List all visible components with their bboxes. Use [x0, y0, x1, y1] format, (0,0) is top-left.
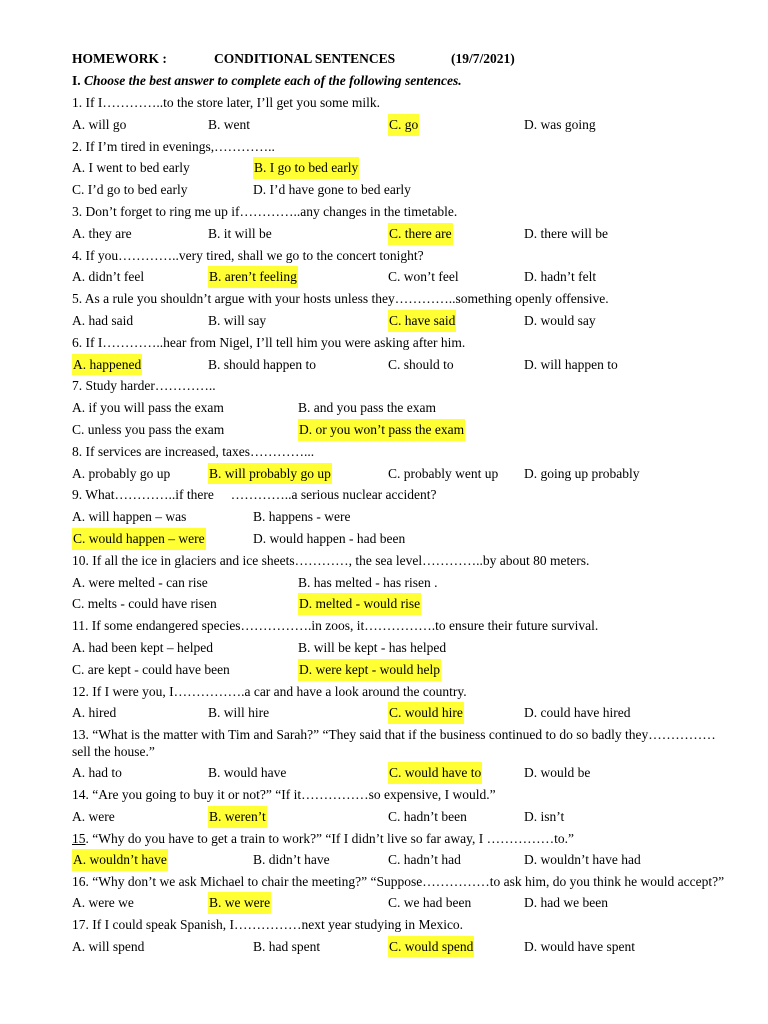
question-text: 10. If all the ice in glaciers and ice sheets…………, the sea level…………..by about 80 meters.	[72, 552, 590, 568]
option-c[interactable]: C. should to	[388, 356, 454, 372]
option-a[interactable]: A. probably go up	[72, 465, 171, 481]
worksheet-date: (19/7/2021)	[451, 51, 515, 66]
option-a[interactable]: A. will go	[72, 116, 127, 132]
option-b[interactable]: B. should happen to	[208, 356, 316, 372]
options-row	[72, 892, 732, 914]
question-text: 3. Don’t forget to ring me up if…………..any changes in the timetable.	[72, 203, 458, 219]
option-c[interactable]: C. I’d go to bed early	[72, 182, 188, 198]
option-c[interactable]: C. probably went up	[388, 465, 499, 481]
question-6	[72, 332, 732, 376]
options-row	[72, 659, 732, 681]
question-text: 2. If I’m tired in evenings,…………..	[72, 138, 275, 154]
options-row	[72, 936, 732, 958]
options-row	[72, 397, 732, 419]
question-text: 14. “Are you going to buy it or not?” “If it……………so expensive, I would.”	[72, 786, 496, 802]
option-d[interactable]: D. going up probably	[524, 465, 640, 481]
option-c[interactable]: C. go	[388, 114, 419, 136]
question-13	[72, 724, 732, 784]
option-a[interactable]: A. hired	[72, 705, 117, 721]
question-text	[72, 828, 732, 850]
question-number: 15	[72, 830, 86, 846]
option-b[interactable]: B. weren’t	[208, 806, 267, 828]
options-row	[72, 702, 732, 724]
option-a[interactable]: A. were we	[72, 895, 134, 911]
question-text: 11. If some endangered species…………….in zoos, it…………….to ensure their future survival.	[72, 618, 599, 634]
options-row	[72, 419, 732, 441]
option-a[interactable]: A. had to	[72, 765, 122, 781]
option-b[interactable]: B. would have	[208, 765, 287, 781]
options-row	[72, 572, 732, 594]
option-c[interactable]: C. won’t feel	[388, 269, 459, 285]
question-15	[72, 828, 732, 872]
option-d[interactable]: D. isn’t	[524, 808, 565, 824]
worksheet-title: CONDITIONAL SENTENCES	[214, 51, 396, 66]
options-row	[72, 506, 732, 528]
options-row	[72, 463, 732, 485]
option-c[interactable]: C. unless you pass the exam	[72, 421, 225, 437]
options-row	[72, 179, 732, 201]
options-row	[72, 637, 732, 659]
worksheet-header	[72, 48, 732, 70]
question-8	[72, 441, 732, 485]
question-text: 9. What…………..if there …………..a serious nuclear accident?	[72, 487, 437, 503]
question-1	[72, 92, 732, 136]
section-number: I.	[72, 73, 81, 88]
option-d[interactable]: D. had we been	[524, 895, 608, 911]
option-d[interactable]: D. will happen to	[524, 356, 618, 372]
option-c[interactable]: C. have said	[388, 310, 456, 332]
options-row	[72, 223, 732, 245]
option-c[interactable]: C. would spend	[388, 936, 474, 958]
options-row	[72, 114, 732, 136]
option-d[interactable]: D. was going	[524, 116, 596, 132]
options-row	[72, 806, 732, 828]
options-row	[72, 762, 732, 784]
question-9	[72, 484, 732, 549]
option-a[interactable]: A. I went to bed early	[72, 160, 190, 176]
question-text: 13. “What is the matter with Tim and Sarah?” “They said that if the business continued to do so badly they……………sell the house.”	[72, 727, 716, 760]
question-16	[72, 871, 732, 914]
option-b[interactable]: B. will hire	[208, 705, 270, 721]
options-row	[72, 266, 732, 288]
option-d[interactable]: D. would be	[524, 765, 591, 781]
option-b[interactable]: B. I go to bed early	[253, 157, 359, 179]
option-c[interactable]: C. would have to	[388, 762, 482, 784]
options-row	[72, 528, 732, 550]
option-d[interactable]: D. would happen - had been	[253, 530, 406, 546]
option-a[interactable]: A. were melted - can rise	[72, 574, 208, 590]
homework-label: HOMEWORK :	[72, 51, 167, 66]
option-c[interactable]: C. are kept - could have been	[72, 661, 230, 677]
question-text: 5. As a rule you shouldn’t argue with your hosts unless they…………..something openly offensive.	[72, 291, 609, 307]
option-d[interactable]: D. melted - would rise	[298, 593, 421, 615]
option-a[interactable]: A. were	[72, 808, 115, 824]
option-b[interactable]: B. will be kept - has helped	[298, 639, 447, 655]
option-b[interactable]: B. happens - were	[253, 509, 351, 525]
section-instruction: Choose the best answer to complete each of the following sentences.	[84, 73, 462, 88]
question-text: 16. “Why don’t we ask Michael to chair the meeting?” “Suppose……………to ask him, do you think he would accept?”	[72, 874, 725, 890]
option-d[interactable]: D. wouldn’t have had	[524, 852, 641, 868]
option-c[interactable]: C. hadn’t had	[388, 852, 461, 868]
question-17	[72, 914, 732, 958]
option-c[interactable]: C. there are	[388, 223, 453, 245]
option-c[interactable]: C. hadn’t been	[388, 808, 467, 824]
option-c[interactable]: C. would happen – were	[72, 528, 206, 550]
question-text: 7. Study harder…………..	[72, 378, 216, 394]
option-a[interactable]: A. had been kept – helped	[72, 639, 213, 655]
question-2	[72, 136, 732, 201]
options-row	[72, 593, 732, 615]
option-a[interactable]: A. they are	[72, 225, 132, 241]
question-text: 17. If I could speak Spanish, I……………next year studying in Mexico.	[72, 916, 464, 932]
option-a[interactable]: A. wouldn’t have	[72, 849, 168, 871]
option-b[interactable]: B. didn’t have	[253, 852, 330, 868]
option-d[interactable]: D. there will be	[524, 225, 608, 241]
option-b[interactable]: B. and you pass the exam	[298, 400, 436, 416]
option-a[interactable]: A. will happen – was	[72, 509, 187, 525]
option-d[interactable]: D. would have spent	[524, 938, 635, 954]
question-text: 6. If I…………..hear from Nigel, I’ll tell him you were asking after him.	[72, 334, 466, 350]
question-text: 1. If I…………..to the store later, I’ll get you some milk.	[72, 95, 381, 110]
question-5	[72, 288, 732, 332]
question-text: 8. If services are increased, taxes…………...	[72, 443, 315, 459]
option-b[interactable]: B. aren’t feeling	[208, 266, 298, 288]
question-body: . “Why do you have to get a train to work?” “If I didn’t live so far away, I ……………to.”	[85, 830, 574, 846]
options-row	[72, 849, 732, 871]
option-b[interactable]: B. will say	[208, 312, 267, 328]
option-b[interactable]: B. has melted - has risen .	[298, 574, 438, 590]
section-heading	[72, 70, 732, 92]
option-a[interactable]: A. didn’t feel	[72, 269, 145, 285]
option-b[interactable]: B. went	[208, 116, 250, 132]
question-7	[72, 375, 732, 440]
options-row	[72, 310, 732, 332]
question-11	[72, 615, 732, 680]
option-b[interactable]: B. had spent	[253, 938, 321, 954]
option-b[interactable]: B. we were	[208, 892, 271, 914]
option-b[interactable]: B. it will be	[208, 225, 272, 241]
question-3	[72, 201, 732, 245]
option-b[interactable]: B. will probably go up	[208, 463, 332, 485]
question-14	[72, 784, 732, 828]
question-12	[72, 681, 732, 725]
question-text: 12. If I were you, I…………….a car and have a look around the country.	[72, 683, 467, 699]
question-text: 4. If you…………..very tired, shall we go to the concert tonight?	[72, 247, 424, 263]
options-row	[72, 354, 732, 376]
option-c[interactable]: C. melts - could have risen	[72, 596, 217, 612]
option-c[interactable]: C. would hire	[388, 702, 464, 724]
worksheet	[72, 48, 732, 957]
option-d[interactable]: D. hadn’t felt	[524, 269, 597, 285]
option-c[interactable]: C. we had been	[388, 895, 472, 911]
option-a[interactable]: A. will spend	[72, 938, 145, 954]
option-a[interactable]: A. if you will pass the exam	[72, 400, 224, 416]
option-d[interactable]: D. or you won’t pass the exam	[298, 419, 465, 441]
option-d[interactable]: D. were kept - would help	[298, 659, 441, 681]
option-d[interactable]: D. would say	[524, 312, 596, 328]
options-row	[72, 157, 732, 179]
option-a[interactable]: A. had said	[72, 312, 134, 328]
option-d[interactable]: D. could have hired	[524, 705, 631, 721]
option-a[interactable]: A. happened	[72, 354, 142, 376]
question-10	[72, 550, 732, 615]
option-d[interactable]: D. I’d have gone to bed early	[253, 182, 411, 198]
question-4	[72, 245, 732, 289]
